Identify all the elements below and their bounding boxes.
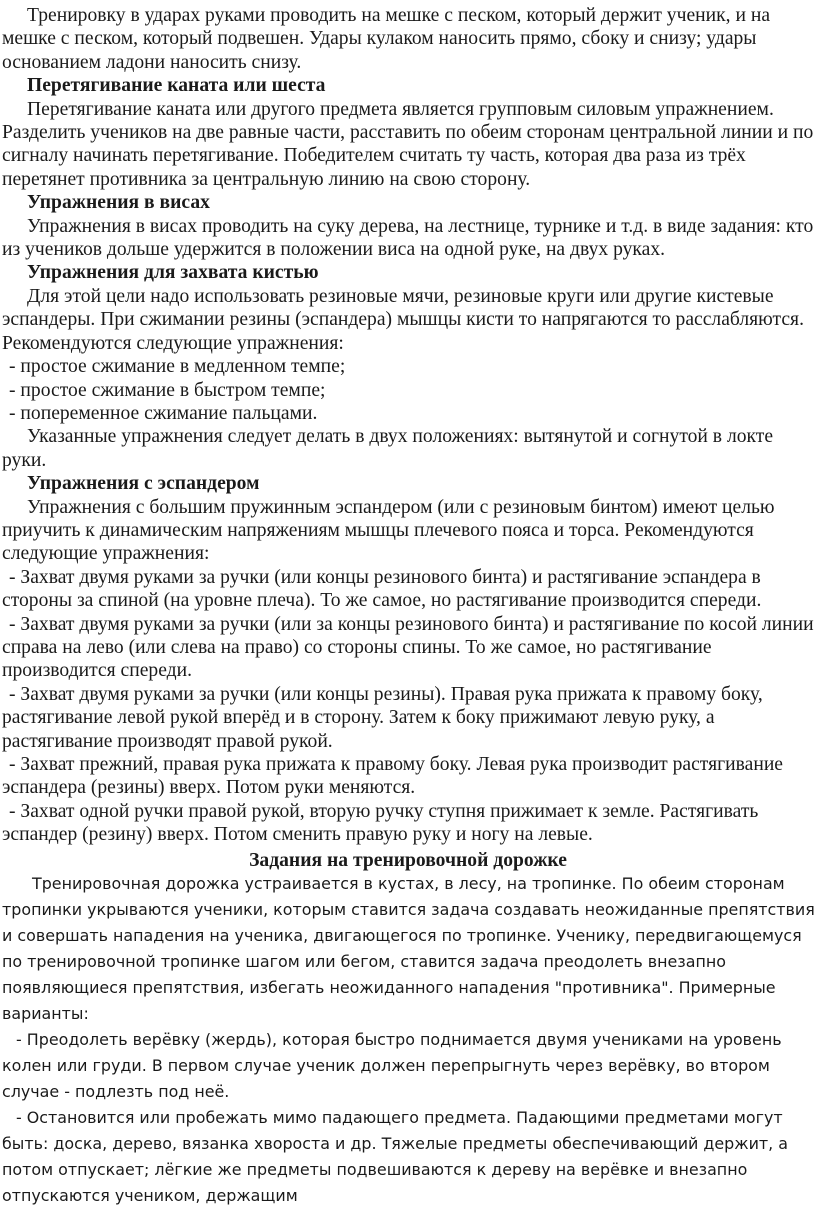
training-track-block (2, 871, 816, 1209)
list-item: - Преодолеть верёвку (жердь), которая быстро поднимается двумя учениками на уровень колен или груди. В первом случае ученик должен перепрыгнуть через верёвку, во втором случае - подлезть под неё. (2, 1030, 782, 1101)
paragraph-rope-pulling: Перетягивание каната или другого предмета является групповым силовым упражнением. Разделить учеников на две равные части, расставить по обеим сторонам центральной линии и по сигналу начинать перетягивание. Победителем считать ту часть, которая два раза из трёх перетянет противника за центральную линию на свою сторону. (2, 98, 814, 190)
paragraph-expander: Упражнения с большим пружинным эспандером (или с резиновым бинтом) имеют целью приучить к динамическим напряжениям мышцы плечевого пояса и торса. Рекомендуются следующие упражнения: (2, 496, 775, 565)
heading-rope-pulling: Перетягивание каната или шеста (27, 75, 326, 97)
intro-paragraph: Тренировку в ударах руками проводить на мешке с песком, который держит ученик, и на мешке с песком, который подвешен. Удары кулаком наносить прямо, сбоку и снизу; удары основанием ладони наносить снизу. (2, 5, 771, 73)
list-item: - Захват двумя руками за ручки (или концы резинового бинта) и растягивание эспандера в стороны за спиной (на уровне плеча). То же самое, но растягивание производится спереди. (2, 566, 762, 612)
list-item: - простое сжимание в быстром темпе; (9, 379, 326, 401)
list-item: - Захват двумя руками за ручки (или за концы резинового бинта) и растягивание по косой линии справа на лево (или слева на право) со стороны спины. То же самое, но растягивание производится спереди. (2, 613, 814, 682)
heading-grip: Упражнения для захвата кистью (27, 262, 319, 284)
section-title-training-track: Задания на тренировочной дорожке (249, 850, 567, 871)
main-text-block (2, 4, 816, 847)
list-item: - попеременное сжимание пальцами. (9, 402, 318, 424)
paragraph-training-track: Тренировочная дорожка устраивается в кустах, в лесу, на тропинке. По обеим сторонам тропинки укрываются ученики, которым ставится задача создавать неожиданные препятствия и совершать нападения на ученика, двигающегося по тропинке. Ученику, передвигающемуся по тренировочной тропинке шагом или бегом, ставится задача преодолеть внезапно появляющиеся препятствия, избегать неожиданного нападения "противника". Примерные варианты: (2, 874, 815, 1023)
list-item: - Остановится или пробежать мимо падающего предмета. Падающими предметами могут быть: доска, дерево, вязанка хвороста и др. Тяжелые предметы обеспечивающий держит, а потом отпускает; лёгкие же предметы подвешиваются к дереву на верёвке и внезапно отпускаются учеником, держащим (2, 1108, 789, 1205)
heading-expander: Упражнения с эспандером (27, 473, 260, 495)
list-item: - Захват прежний, правая рука прижата к правому боку. Левая рука производит растягивание эспандера (резины) вверх. Потом руки меняются. (2, 754, 784, 799)
paragraph-grip: Для этой цели надо использовать резиновые мячи, резиновые круги или другие кистевые эспандеры. При сжимании резины (эспандера) мышцы кисти то напрягаются то расслабляются. Рекомендуются следующие упражнения: (2, 285, 804, 354)
paragraph-grip-note: Указанные упражнения следует делать в двух положениях: вытянутой и согнутой в локте руки. (2, 426, 774, 471)
heading-hanging: Упражнения в висах (27, 192, 210, 214)
paragraph-hanging: Упражнения в висах проводить на суку дерева, на лестнице, турнике и т.д. в виде задания: кто из учеников дольше удержится в положении виса на одной руке, на двух руках. (2, 215, 814, 261)
list-item: - Захват двумя руками за ручки (или концы резины). Правая рука прижата к правому боку, растягивание левой рукой вперёд и в сторону. Затем к боку прижимают левую руку, а растягивание производят правой рукой. (2, 683, 763, 752)
list-item: - Захват одной ручки правой рукой, вторую ручку ступня прижимает к земле. Растягивать эспандер (резину) вверх. Потом сменить правую руку и ногу на левые. (2, 800, 759, 846)
list-item: - простое сжимание в медленном темпе; (9, 356, 346, 378)
